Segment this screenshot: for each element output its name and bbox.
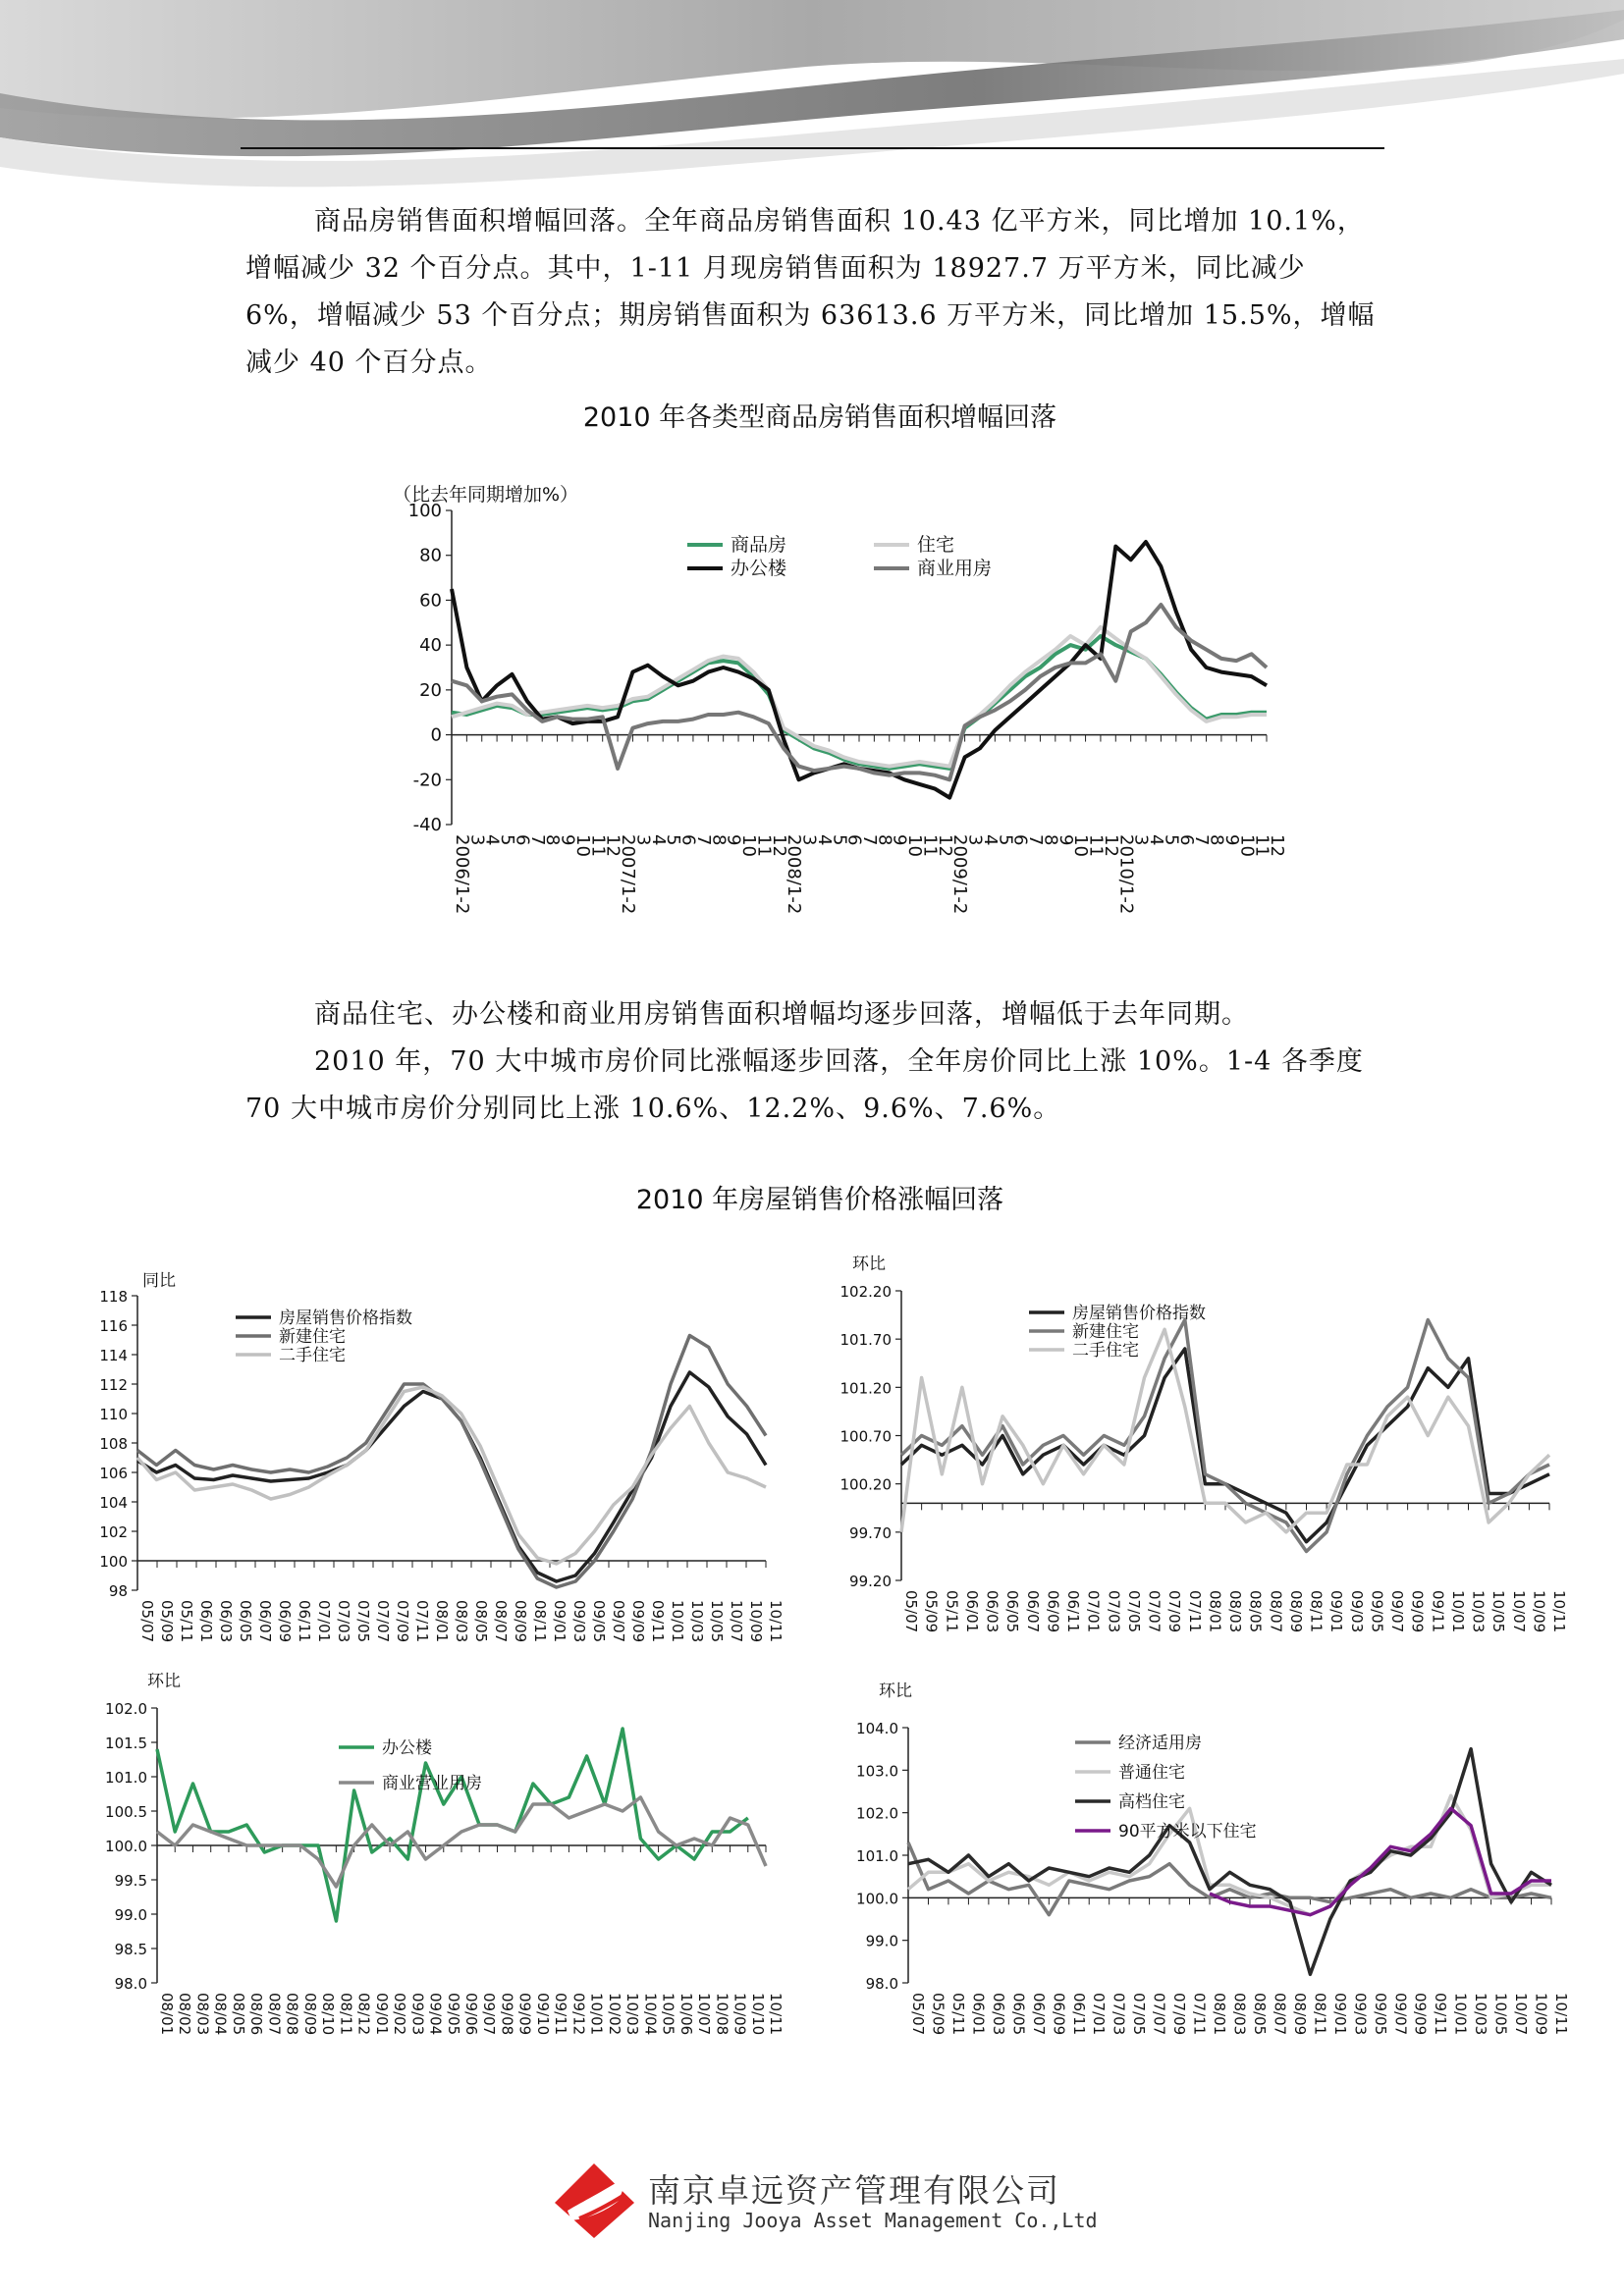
x-tick-label: 10/07: [728, 1600, 745, 1643]
x-tick-label: 07/03: [1110, 1993, 1128, 2036]
x-tick-label: 09/06: [462, 1993, 480, 2036]
x-tick-label: 09/08: [498, 1993, 516, 2036]
y-tick-label: -20: [412, 770, 442, 791]
legend-label: 二手住宅: [1072, 1341, 1139, 1361]
x-tick-label: 10/09: [747, 1600, 765, 1643]
x-tick-label: 10/01: [587, 1993, 606, 2036]
y-tick-label: 99.70: [849, 1523, 892, 1542]
y-tick-label: -40: [412, 815, 442, 835]
y-axis-label: 环比: [879, 1682, 912, 1701]
y-tick-label: 112: [99, 1376, 128, 1394]
x-tick-label: 3: [466, 834, 488, 846]
x-tick-label: 7: [1191, 834, 1213, 846]
x-tick-label: 07/03: [335, 1600, 352, 1643]
legend-label: 普通住宅: [1118, 1763, 1185, 1783]
x-tick-label: 3: [1130, 834, 1152, 846]
x-tick-label: 05/07: [138, 1600, 156, 1643]
chart-housing-type: [815, 1674, 1570, 2066]
x-tick-label: 08/01: [158, 1993, 176, 2036]
x-tick-label: 08/04: [211, 1993, 230, 2036]
x-tick-label: 09/09: [1408, 1590, 1427, 1633]
legend-label: 商业营业用房: [382, 1774, 482, 1793]
x-tick-label: 10/03: [1472, 1993, 1490, 2036]
y-tick-label: 100.0: [856, 1890, 898, 1908]
y-tick-label: 101.0: [105, 1769, 147, 1787]
x-tick-label: 6: [677, 834, 699, 846]
y-tick-label: 100.70: [839, 1427, 892, 1446]
y-tick-label: 98: [108, 1582, 128, 1600]
x-tick-label: 10/01: [1451, 1993, 1470, 2036]
series-line-2: [908, 1749, 1551, 1975]
x-tick-label: 11: [1251, 834, 1272, 857]
header-rule: [241, 147, 1384, 149]
x-tick-label: 9: [1220, 834, 1242, 846]
x-tick-label: 06/01: [969, 1993, 988, 2036]
x-tick-label: 10/09: [1532, 1993, 1550, 2036]
footer: [550, 2162, 1139, 2240]
x-tick-label: 10/07: [695, 1993, 714, 2036]
x-tick-label: 08/07: [1271, 1993, 1289, 2036]
legend-label: 新建住宅: [1072, 1322, 1139, 1342]
company-logo-icon: [550, 2162, 638, 2240]
x-tick-label: 08/03: [193, 1993, 212, 2036]
x-tick-label: 10/05: [708, 1600, 726, 1643]
chart-price-mom: [815, 1232, 1568, 1664]
legend-label: 住宅: [917, 534, 955, 556]
x-tick-label: 10: [571, 834, 593, 857]
x-tick-label: 06/11: [1069, 1993, 1088, 2036]
x-tick-label: 08/05: [1246, 1590, 1265, 1633]
x-tick-label: 5: [1161, 834, 1182, 846]
x-tick-label: 07/07: [1145, 1590, 1164, 1633]
x-tick-label: 4: [979, 834, 1001, 846]
y-axis-label: （比去年同期增加%）: [393, 484, 579, 506]
legend-label: 房屋销售价格指数: [279, 1308, 412, 1328]
x-tick-label: 08/01: [433, 1600, 451, 1643]
x-tick-label: 08/03: [1226, 1590, 1244, 1633]
x-tick-label: 07/01: [315, 1600, 333, 1643]
x-tick-label: 06/09: [1050, 1993, 1068, 2036]
x-tick-label: 09/05: [1368, 1590, 1386, 1633]
y-tick-label: 100.20: [839, 1475, 892, 1494]
x-tick-label: 10/07: [1509, 1590, 1528, 1633]
x-tick-label: 10: [1236, 834, 1258, 857]
y-tick-label: 100: [99, 1553, 128, 1571]
x-tick-label: 08/05: [1250, 1993, 1269, 2036]
paragraph-text: 2010 年，70 大中城市房价同比涨幅逐步回落，全年房价同比上涨 10%。1-4 各季度 70 大中城市房价分别同比上涨 10.6%、12.2%、9.6%、7.6%。: [245, 1046, 1364, 1124]
x-tick-label: 07/01: [1084, 1590, 1103, 1633]
x-tick-label: 05/09: [929, 1993, 947, 2036]
x-tick-label: 2008/1-2: [784, 834, 805, 915]
series-line-2: [901, 1329, 1549, 1532]
x-tick-label: 10/11: [1552, 1993, 1570, 2036]
paragraph-text: 商品房销售面积增幅回落。全年商品房销售面积 10.43 亿平方米，同比增加 10.1%，增幅减少 32 个百分点。其中，1-11 月现房销售面积为 18927.7 万平方米，同比减少 6%，增幅减少 53 个百分点；期房销售面积为 63613.6 万平方米，同比增加 15.5%，增幅减少 40 个百分点。: [245, 206, 1376, 378]
y-tick-label: 106: [99, 1465, 128, 1482]
x-tick-label: 08/05: [472, 1600, 490, 1643]
x-tick-label: 06/03: [217, 1600, 235, 1643]
y-tick-label: 60: [419, 590, 442, 612]
x-tick-label: 09/01: [1327, 1590, 1346, 1633]
chart-title-area: 2010 年各类型商品房销售面积增幅回落: [582, 402, 1057, 433]
x-tick-label: 06/05: [1009, 1993, 1028, 2036]
x-tick-label: 08/02: [176, 1993, 194, 2036]
x-tick-label: 10/11: [1550, 1590, 1568, 1633]
x-tick-label: 12: [934, 834, 955, 857]
x-tick-label: 10/08: [713, 1993, 731, 2036]
x-tick-label: 11: [919, 834, 941, 857]
x-tick-label: 08/10: [319, 1993, 338, 2036]
y-tick-label: 104: [99, 1494, 128, 1512]
x-tick-label: 09/10: [533, 1993, 552, 2036]
x-tick-label: 08/01: [1206, 1590, 1224, 1633]
y-tick-label: 100.0: [105, 1838, 147, 1855]
x-tick-label: 05/07: [909, 1993, 927, 2036]
x-tick-label: 4: [1146, 834, 1167, 846]
y-tick-label: 101.20: [839, 1379, 892, 1398]
x-tick-label: 09/09: [629, 1600, 647, 1643]
y-tick-label: 108: [99, 1435, 128, 1453]
y-tick-label: 99.20: [849, 1573, 892, 1590]
y-axis-label: 同比: [142, 1271, 176, 1291]
x-tick-label: 09/03: [1351, 1993, 1370, 2036]
y-tick-label: 118: [99, 1288, 128, 1306]
y-tick-label: 0: [430, 724, 442, 746]
x-tick-label: 12: [1267, 834, 1287, 857]
x-tick-label: 06/07: [256, 1600, 274, 1643]
x-tick-label: 9: [723, 834, 744, 846]
x-tick-label: 07/03: [1105, 1590, 1123, 1633]
y-tick-label: 40: [419, 635, 442, 657]
x-tick-label: 10/06: [677, 1993, 695, 2036]
y-tick-label: 98.0: [114, 1975, 147, 1993]
legend-label: 办公楼: [382, 1738, 432, 1758]
x-tick-label: 8: [542, 834, 564, 846]
x-tick-label: 10: [738, 834, 760, 857]
x-tick-label: 07/11: [413, 1600, 431, 1643]
x-tick-label: 07/05: [354, 1600, 372, 1643]
series-line-1: [452, 627, 1267, 767]
x-tick-label: 09/05: [444, 1993, 462, 2036]
y-tick-label: 101.0: [856, 1847, 898, 1865]
legend-label: 房屋销售价格指数: [1072, 1304, 1206, 1323]
x-tick-label: 7: [526, 834, 548, 846]
x-tick-label: 10/11: [767, 1993, 785, 2036]
legend-label: 商业用房: [917, 558, 993, 579]
x-tick-label: 12: [768, 834, 789, 857]
x-tick-label: 05/11: [948, 1993, 967, 2036]
x-tick-label: 08/07: [265, 1993, 284, 2036]
x-tick-label: 06/01: [962, 1590, 981, 1633]
x-tick-label: 10/03: [1469, 1590, 1488, 1633]
legend-label: 商品房: [731, 534, 787, 556]
x-tick-label: 06/09: [276, 1600, 294, 1643]
x-tick-label: 11: [1085, 834, 1107, 857]
y-tick-label: 102.20: [839, 1283, 892, 1301]
x-tick-label: 5: [995, 834, 1016, 846]
x-tick-label: 09/01: [1330, 1993, 1349, 2036]
x-tick-label: 6: [843, 834, 865, 846]
x-tick-label: 2010/1-2: [1115, 834, 1137, 915]
chart-sales-area-growth: [373, 461, 1335, 972]
x-tick-label: 09/02: [391, 1993, 409, 2036]
x-tick-label: 08/06: [247, 1993, 266, 2036]
x-tick-label: 09/04: [426, 1993, 445, 2036]
x-tick-label: 2009/1-2: [949, 834, 971, 915]
x-tick-label: 09/03: [408, 1993, 427, 2036]
x-tick-label: 10/11: [767, 1600, 785, 1643]
paragraph-price: [245, 991, 1384, 1133]
x-tick-label: 10/05: [659, 1993, 677, 2036]
x-tick-label: 06/11: [1064, 1590, 1082, 1633]
legend-label: 经济适用房: [1118, 1734, 1202, 1753]
x-tick-label: 10/07: [1512, 1993, 1531, 2036]
x-tick-label: 07/09: [1170, 1993, 1189, 2036]
x-tick-label: 4: [481, 834, 503, 846]
x-tick-label: 09/09: [515, 1993, 534, 2036]
x-tick-label: 7: [859, 834, 880, 846]
x-tick-label: 09/03: [570, 1600, 588, 1643]
x-tick-label: 08/05: [229, 1993, 247, 2036]
paragraph-text: 商品住宅、办公楼和商业用房销售面积增幅均逐步回落，增幅低于去年同期。: [314, 999, 1249, 1030]
x-tick-label: 8: [1206, 834, 1227, 846]
x-tick-label: 11: [587, 834, 609, 857]
series-line-0: [901, 1349, 1549, 1542]
x-tick-label: 10/09: [1530, 1590, 1548, 1633]
x-tick-label: 08/09: [512, 1600, 529, 1643]
y-tick-label: 100: [407, 501, 442, 521]
x-tick-label: 08/09: [300, 1993, 319, 2036]
x-tick-label: 09/07: [1388, 1590, 1406, 1633]
x-tick-label: 07/07: [1150, 1993, 1168, 2036]
x-tick-label: 07/05: [1124, 1590, 1143, 1633]
y-tick-label: 99.5: [114, 1872, 147, 1890]
x-tick-label: 06/07: [1023, 1590, 1042, 1633]
y-tick-label: 99.0: [865, 1932, 898, 1950]
x-tick-label: 08/07: [1267, 1590, 1285, 1633]
x-tick-label: 05/09: [158, 1600, 176, 1643]
x-tick-label: 09/03: [1347, 1590, 1366, 1633]
legend-label: 二手住宅: [279, 1346, 346, 1365]
x-tick-label: 9: [889, 834, 910, 846]
x-tick-label: 06/03: [989, 1993, 1007, 2036]
x-tick-label: 8: [874, 834, 895, 846]
x-tick-label: 06/09: [1044, 1590, 1062, 1633]
x-tick-label: 07/07: [374, 1600, 392, 1643]
x-tick-label: 08/11: [1311, 1993, 1329, 2036]
x-tick-label: 10: [1070, 834, 1092, 857]
y-tick-label: 98.5: [114, 1941, 147, 1958]
x-tick-label: 09/01: [551, 1600, 568, 1643]
x-tick-label: 6: [1009, 834, 1031, 846]
company-name-cn: 南京卓远资产管理有限公司: [648, 2171, 1060, 2210]
series-line-3: [452, 605, 1267, 779]
x-tick-label: 05/07: [902, 1590, 920, 1633]
x-tick-label: 9: [557, 834, 578, 846]
legend-label: 新建住宅: [279, 1327, 346, 1347]
x-tick-label: 10/04: [641, 1993, 660, 2036]
series-line-1: [157, 1797, 766, 1887]
x-tick-label: 05/09: [922, 1590, 941, 1633]
paragraph-sales-area: [245, 198, 1384, 387]
x-tick-label: 08/08: [283, 1993, 301, 2036]
x-tick-label: 4: [647, 834, 669, 846]
x-tick-label: 11: [753, 834, 775, 857]
x-tick-label: 09/05: [590, 1600, 608, 1643]
x-tick-label: 10/01: [669, 1600, 686, 1643]
x-tick-label: 07/01: [1090, 1993, 1109, 2036]
series-line-1: [137, 1336, 766, 1588]
x-tick-label: 8: [1040, 834, 1061, 846]
x-tick-label: 09/07: [1391, 1993, 1410, 2036]
x-tick-label: 06/07: [1029, 1993, 1048, 2036]
x-tick-label: 09/11: [649, 1600, 667, 1643]
x-tick-label: 10/05: [1489, 1590, 1508, 1633]
x-tick-label: 5: [829, 834, 850, 846]
x-tick-label: 9: [1055, 834, 1076, 846]
y-tick-label: 99.0: [114, 1906, 147, 1924]
company-name-en: Nanjing Jooya Asset Management Co.,Ltd: [648, 2209, 1098, 2232]
x-tick-label: 6: [512, 834, 533, 846]
y-tick-label: 101.5: [105, 1735, 147, 1752]
x-tick-label: 08/11: [531, 1600, 549, 1643]
x-tick-label: 08/03: [1230, 1993, 1249, 2036]
x-tick-label: 08/07: [492, 1600, 510, 1643]
x-tick-label: 3: [798, 834, 820, 846]
legend-label: 90平方米以下住宅: [1118, 1822, 1257, 1842]
x-tick-label: 07/11: [1190, 1993, 1209, 2036]
x-tick-label: 12: [1100, 834, 1121, 857]
series-line-0: [157, 1729, 748, 1921]
x-tick-label: 09/11: [552, 1993, 570, 2036]
x-tick-label: 06/01: [197, 1600, 215, 1643]
y-tick-label: 104.0: [856, 1720, 898, 1737]
x-tick-label: 06/03: [983, 1590, 1001, 1633]
chart-office-commercial: [79, 1674, 805, 2066]
x-tick-label: 10/03: [688, 1600, 706, 1643]
x-tick-label: 08/12: [354, 1993, 373, 2036]
x-tick-label: 3: [964, 834, 986, 846]
legend-label: 高档住宅: [1118, 1792, 1185, 1812]
x-tick-label: 06/05: [1003, 1590, 1022, 1633]
x-tick-label: 12: [602, 834, 623, 857]
y-tick-label: 102.0: [856, 1804, 898, 1823]
header-wave-decoration: [0, 0, 1624, 216]
y-tick-label: 102: [99, 1523, 128, 1541]
x-tick-label: 7: [692, 834, 714, 846]
x-tick-label: 10/10: [748, 1993, 767, 2036]
x-tick-label: 08/01: [1211, 1993, 1229, 2036]
x-tick-label: 09/07: [610, 1600, 627, 1643]
x-tick-label: 09/09: [1411, 1993, 1430, 2036]
x-tick-label: 08/09: [1290, 1993, 1309, 2036]
y-tick-label: 114: [99, 1347, 128, 1364]
x-tick-label: 6: [1175, 834, 1197, 846]
x-tick-label: 8: [708, 834, 730, 846]
x-tick-label: 09/07: [480, 1993, 499, 2036]
x-tick-label: 09/12: [569, 1993, 588, 2036]
y-tick-label: 110: [99, 1406, 128, 1423]
x-tick-label: 10/03: [623, 1993, 642, 2036]
y-tick-label: 80: [419, 545, 442, 566]
x-tick-label: 08/11: [337, 1993, 355, 2036]
x-tick-label: 2006/1-2: [452, 834, 472, 915]
y-tick-label: 20: [419, 679, 442, 701]
x-tick-label: 06/11: [296, 1600, 313, 1643]
chart-price-yoy: [79, 1247, 805, 1659]
x-tick-label: 3: [632, 834, 654, 846]
y-tick-label: 101.70: [839, 1331, 892, 1350]
x-tick-label: 06/05: [237, 1600, 254, 1643]
x-tick-label: 07/11: [1185, 1590, 1204, 1633]
x-tick-label: 09/01: [372, 1993, 391, 2036]
x-tick-label: 08/03: [453, 1600, 470, 1643]
y-axis-label: 环比: [852, 1255, 886, 1274]
x-tick-label: 10/05: [1491, 1993, 1510, 2036]
y-tick-label: 98.0: [865, 1975, 898, 1993]
x-tick-label: 07/09: [1165, 1590, 1184, 1633]
x-tick-label: 09/11: [1429, 1590, 1447, 1633]
x-tick-label: 10/02: [605, 1993, 623, 2036]
x-tick-label: 5: [663, 834, 684, 846]
y-tick-label: 103.0: [856, 1762, 898, 1781]
x-tick-label: 09/11: [1432, 1993, 1450, 2036]
x-tick-label: 10: [904, 834, 926, 857]
x-tick-label: 10/01: [1448, 1590, 1467, 1633]
x-tick-label: 05/11: [178, 1600, 195, 1643]
y-tick-label: 102.0: [105, 1700, 147, 1718]
x-tick-label: 5: [497, 834, 518, 846]
chart-title-price: 2010 年房屋销售价格涨幅回落: [635, 1185, 1004, 1215]
series-line-2: [452, 542, 1267, 798]
x-tick-label: 05/11: [943, 1590, 961, 1633]
x-tick-label: 08/11: [1307, 1590, 1326, 1633]
x-tick-label: 08/09: [1286, 1590, 1305, 1633]
x-tick-label: 07/09: [394, 1600, 411, 1643]
y-axis-label: 环比: [147, 1672, 181, 1691]
y-tick-label: 100.5: [105, 1803, 147, 1821]
x-tick-label: 10/09: [731, 1993, 749, 2036]
x-tick-label: 09/05: [1371, 1993, 1389, 2036]
legend-label: 办公楼: [731, 558, 787, 579]
x-tick-label: 7: [1025, 834, 1047, 846]
x-tick-label: 07/05: [1130, 1993, 1149, 2036]
x-tick-label: 4: [813, 834, 835, 846]
x-tick-label: 2007/1-2: [618, 834, 639, 915]
y-tick-label: 116: [99, 1317, 128, 1335]
